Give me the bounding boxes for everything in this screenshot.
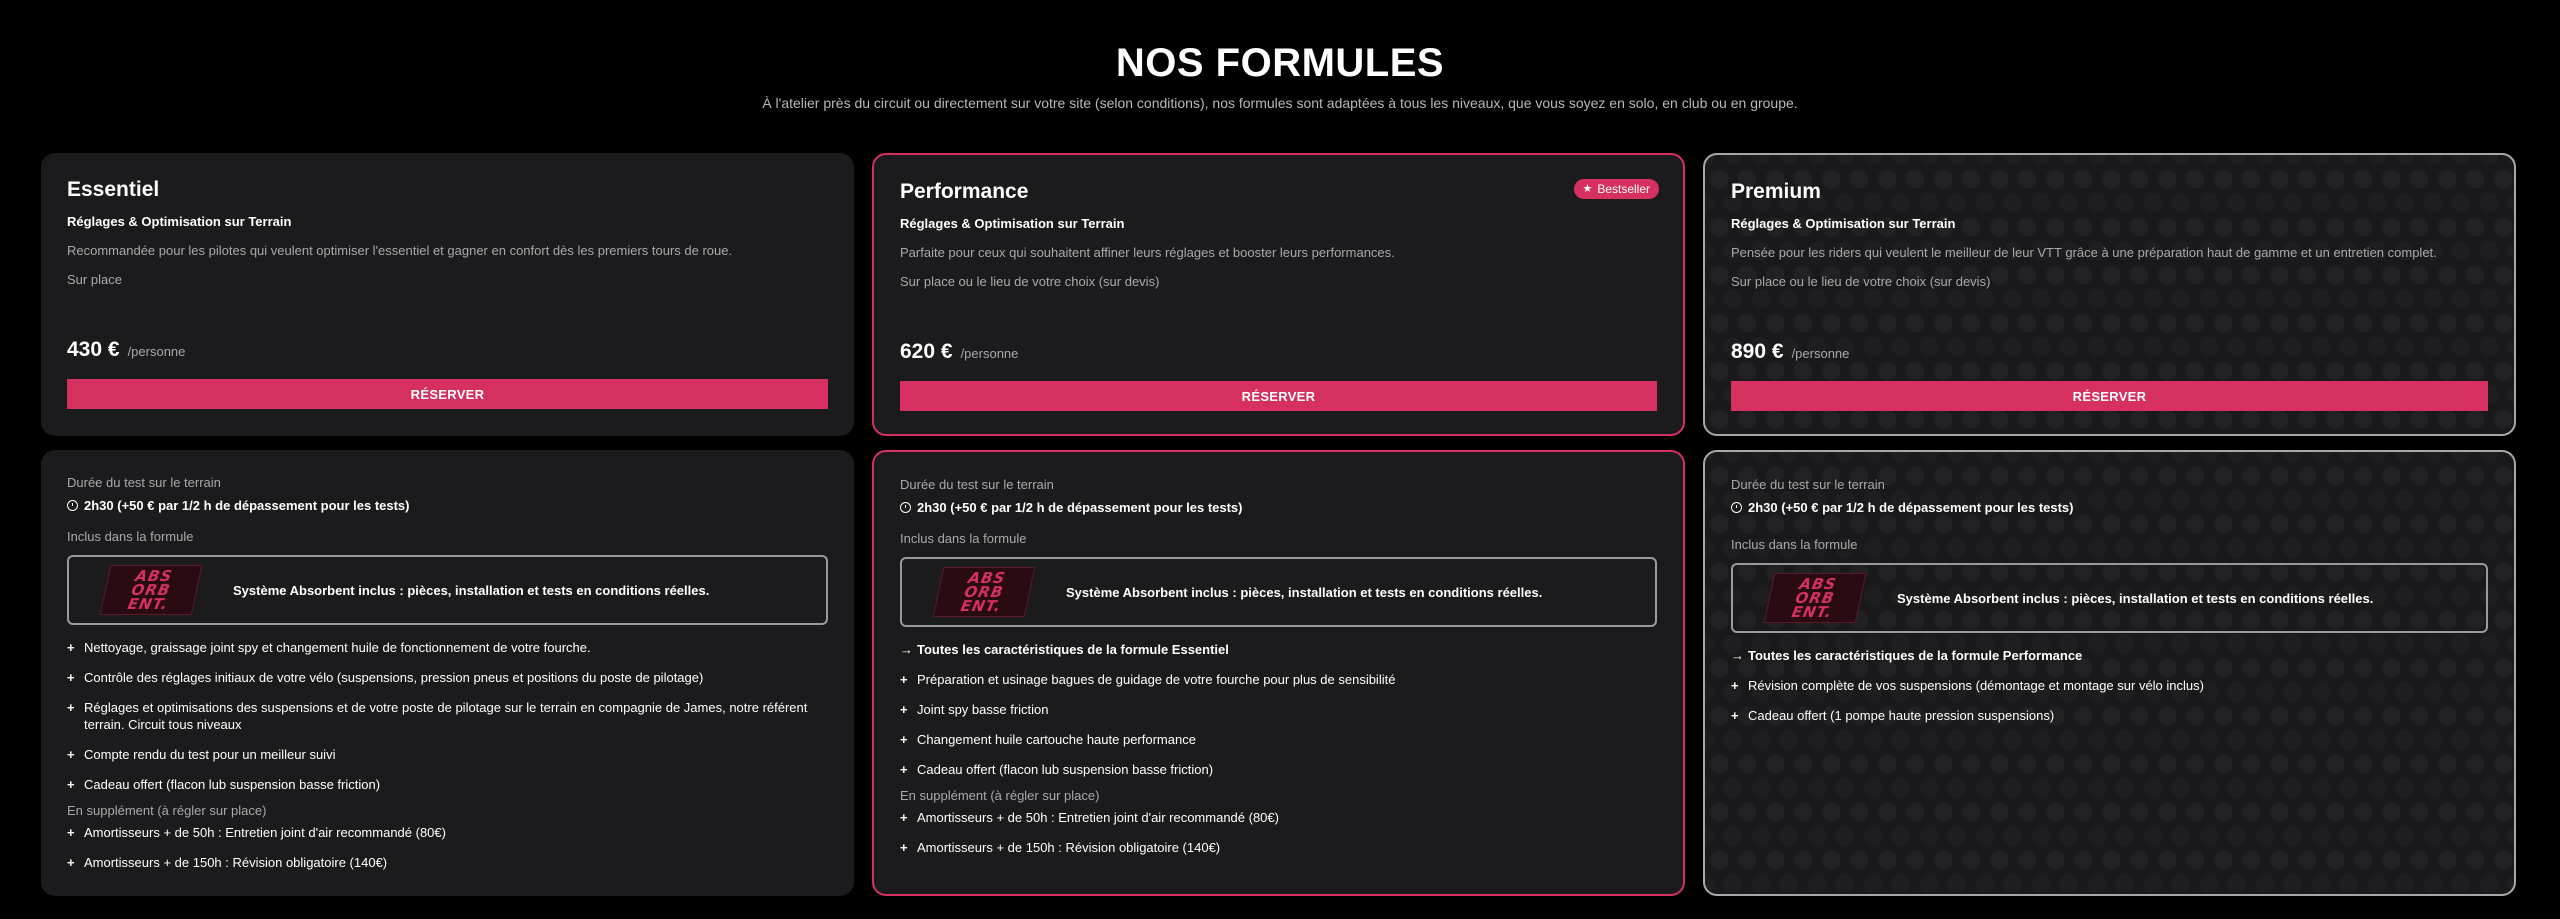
- plan-location: Sur place ou le lieu de votre choix (sur devis): [1731, 274, 1991, 289]
- list-item: + Amortisseurs + de 150h : Révision obligatoire (140€): [900, 840, 1221, 855]
- absorbent-logo: ABS ORB ENT.: [933, 567, 1036, 617]
- plan-subtitle: Réglages & Optimisation sur Terrain: [1731, 216, 1956, 231]
- arrow-right-icon: →: [900, 642, 913, 657]
- plan-card-essentiel: [41, 153, 854, 436]
- duration-text: 2h30 (+50 € par 1/2 h de dépassement pour les tests): [84, 498, 410, 513]
- list-item: + Préparation et usinage bagues de guidage de votre fourche pour plus de sensibilité: [900, 672, 1396, 687]
- arrow-right-icon: →: [1731, 648, 1744, 663]
- plan-description: Pensée pour les riders qui veulent le meilleur de leur VTT grâce à une préparation haut de gamme et un entretien complet.: [1731, 245, 2437, 260]
- plan-details-essentiel: [41, 450, 854, 896]
- duration-label: Durée du test sur le terrain: [1731, 477, 1885, 492]
- plan-details-performance: [872, 450, 1685, 896]
- plus-icon: +: [67, 747, 75, 762]
- plan-price: 430 €: [67, 338, 120, 361]
- plus-icon: +: [900, 672, 908, 687]
- feature-list: [1731, 647, 2488, 724]
- list-item: + Cadeau offert (1 pompe haute pression suspensions): [1731, 708, 2055, 723]
- included-label: Inclus dans la formule: [1731, 537, 1858, 552]
- list-item: + Amortisseurs + de 50h : Entretien joint d'air recommandé (80€): [67, 825, 446, 840]
- plan-location: Sur place: [67, 272, 122, 287]
- absorbent-logo: ABS ORB ENT.: [1764, 573, 1867, 623]
- plus-icon: +: [900, 702, 908, 717]
- extras-list: [900, 809, 1657, 856]
- list-item: + Révision complète de vos suspensions (démontage et montage sur vélo inclus): [1731, 678, 2204, 693]
- list-item: → Toutes les caractéristiques de la formule Essentiel: [900, 642, 1229, 657]
- plan-card-premium: [1703, 153, 2516, 436]
- extra-label: En supplément (à régler sur place): [67, 803, 267, 818]
- reserve-button-essentiel[interactable]: RÉSERVER: [67, 379, 828, 409]
- list-item: + Nettoyage, graissage joint spy et changement huile de fonctionnement de votre fourche.: [67, 640, 591, 655]
- duration-value: [900, 499, 1657, 516]
- clock-icon: [900, 502, 911, 513]
- page-subtitle: À l'atelier près du circuit ou directement sur votre site (selon conditions), nos formules sont adaptées à tous les niveaux, que vous soyez en solo, en club ou en groupe.: [762, 95, 1798, 111]
- price-unit: /personne: [127, 344, 186, 359]
- price-unit: /personne: [1791, 346, 1850, 361]
- list-item: → Toutes les caractéristiques de la formule Performance: [1731, 648, 2083, 663]
- list-item: + Joint spy basse friction: [900, 702, 1049, 717]
- absorbent-text: Système Absorbent inclus : pièces, installation et tests en conditions réelles.: [233, 582, 710, 598]
- plus-icon: +: [1731, 678, 1739, 693]
- list-item: + Contrôle des réglages initiaux de votre vélo (suspensions, pression pneus et positions du poste de pilotage): [67, 670, 704, 685]
- extras-list: [67, 824, 828, 871]
- plan-subtitle: Réglages & Optimisation sur Terrain: [900, 216, 1125, 231]
- list-item: + Amortisseurs + de 150h : Révision obligatoire (140€): [67, 855, 388, 870]
- page-header: [0, 38, 2560, 112]
- badge-label: Bestseller: [1597, 182, 1650, 196]
- plus-icon: +: [900, 762, 908, 777]
- plan-name: Essentiel: [67, 178, 160, 201]
- plus-icon: +: [67, 777, 75, 792]
- absorbent-box: [900, 557, 1657, 627]
- plan-card-performance: [872, 153, 1685, 436]
- plan-name: Performance: [900, 180, 1029, 203]
- price-unit: /personne: [960, 346, 1019, 361]
- plan-details-premium: [1703, 450, 2516, 896]
- clock-icon: [67, 500, 78, 511]
- plan-price: 890 €: [1731, 340, 1784, 363]
- clock-icon: [1731, 502, 1742, 513]
- extra-label: En supplément (à régler sur place): [900, 788, 1100, 803]
- duration-text: 2h30 (+50 € par 1/2 h de dépassement pour les tests): [917, 500, 1243, 515]
- list-item: + Compte rendu du test pour un meilleur suivi: [67, 747, 336, 762]
- absorbent-box: [67, 555, 828, 625]
- price-row: [67, 338, 185, 362]
- plus-icon: +: [900, 840, 908, 855]
- feature-list: [900, 641, 1657, 778]
- plan-price: 620 €: [900, 340, 953, 363]
- reserve-button-premium[interactable]: RÉSERVER: [1731, 381, 2488, 411]
- plan-subtitle: Réglages & Optimisation sur Terrain: [67, 214, 292, 229]
- plus-icon: +: [67, 670, 75, 685]
- list-item: + Réglages et optimisations des suspensions et de votre poste de pilotage sur le terrain en compagnie de James, notre référent terrain. Circuit tous niveaux: [67, 700, 808, 732]
- plan-name: Premium: [1731, 180, 1821, 203]
- plan-description: Parfaite pour ceux qui souhaitent affiner leurs réglages et booster leurs performances.: [900, 245, 1395, 260]
- plus-icon: +: [900, 810, 908, 825]
- reserve-button-performance[interactable]: RÉSERVER: [900, 381, 1657, 411]
- duration-label: Durée du test sur le terrain: [67, 475, 221, 490]
- included-label: Inclus dans la formule: [900, 531, 1027, 546]
- plus-icon: +: [67, 640, 75, 655]
- page-title: NOS FORMULES: [1115, 41, 1445, 85]
- absorbent-text: Système Absorbent inclus : pièces, installation et tests en conditions réelles.: [1066, 584, 1543, 600]
- feature-list: [67, 639, 828, 793]
- included-label: Inclus dans la formule: [67, 529, 194, 544]
- price-row: [1731, 340, 1849, 364]
- plus-icon: +: [1731, 708, 1739, 723]
- duration-text: 2h30 (+50 € par 1/2 h de dépassement pour les tests): [1748, 500, 2074, 515]
- list-item: + Changement huile cartouche haute performance: [900, 732, 1196, 747]
- plus-icon: +: [900, 732, 908, 747]
- absorbent-text: Système Absorbent inclus : pièces, installation et tests en conditions réelles.: [1897, 590, 2374, 606]
- star-icon: ★: [1582, 183, 1593, 195]
- duration-value: [67, 497, 828, 514]
- plus-icon: +: [67, 700, 75, 715]
- list-item: + Cadeau offert (flacon lub suspension basse friction): [900, 762, 1214, 777]
- absorbent-box: [1731, 563, 2488, 633]
- plus-icon: +: [67, 825, 75, 840]
- plan-description: Recommandée pour les pilotes qui veulent optimiser l'essentiel et gagner en confort dès les premiers tours de roue.: [67, 243, 733, 258]
- absorbent-logo: ABS ORB ENT.: [100, 565, 203, 615]
- list-item: + Amortisseurs + de 50h : Entretien joint d'air recommandé (80€): [900, 810, 1279, 825]
- duration-value: [1731, 499, 2488, 516]
- list-item: + Cadeau offert (flacon lub suspension basse friction): [67, 777, 381, 792]
- plus-icon: +: [67, 855, 75, 870]
- price-row: [900, 340, 1018, 364]
- duration-label: Durée du test sur le terrain: [900, 477, 1054, 492]
- plan-location: Sur place ou le lieu de votre choix (sur devis): [900, 274, 1160, 289]
